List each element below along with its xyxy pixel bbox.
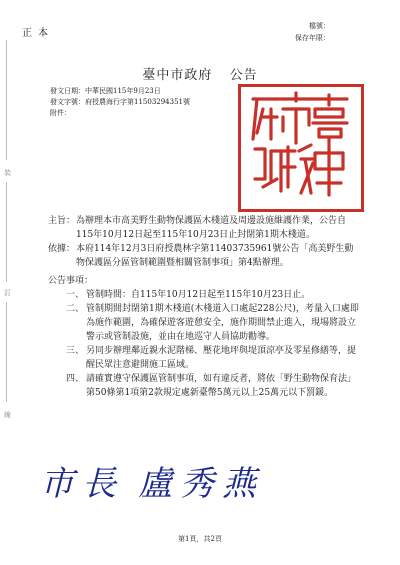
- mayor-signature: [40, 456, 370, 505]
- retention-label: 保存年限：: [295, 34, 330, 42]
- issue-number: 發文字號：府授農海行字第11503294351號: [50, 98, 190, 106]
- binding-line-bottom: [6, 302, 7, 402]
- official-seal-icon: [238, 84, 364, 212]
- subject-text: 為辦理本市高美野生動物保護區木棧道及周邊設施維護作業，公告自115年10月12日起至115年10月23日止封閉第1期木棧道。: [76, 216, 347, 240]
- signature-name: 盧秀燕: [138, 464, 264, 504]
- file-no-label: 檔號：: [309, 22, 330, 30]
- signature-title: 市長: [40, 464, 124, 504]
- org-name: 臺中市政府: [142, 68, 213, 83]
- binding-line-mid: [6, 182, 7, 282]
- items-title: 公告事項：: [48, 276, 94, 286]
- doc-type: 公告: [229, 68, 258, 83]
- binding-mark-middle: 訂: [4, 289, 11, 297]
- basis-label: 依據：: [48, 244, 76, 254]
- basis-paragraph: [48, 242, 360, 270]
- attachment: 附件：: [50, 109, 71, 117]
- list-item: 三、 另同步辦理鄰近親水泥階梯、壓花地坪與堤頂涼亭及零星修繕等，提醒民眾注意避開施工區域。: [65, 346, 357, 370]
- document-body: [48, 214, 360, 400]
- subject-paragraph: [48, 214, 360, 242]
- subject-label: 主旨：: [48, 216, 76, 226]
- list-item: 四、 請確實遵守保護區管制事項，如有違反者，將依「野生動物保育法」第50條第1項第2款規定處新臺幣5萬元以上25萬元以下罰鍰。: [65, 374, 357, 398]
- issue-date: 發文日期：中華民國115年9月23日: [50, 87, 161, 95]
- list-item: 一、 管制時間：自115年10月12日起至115年10月23日止。: [65, 290, 311, 300]
- page-title: [0, 64, 400, 83]
- list-item: 二、 管制期間封閉第1期木棧道(木棧道入口處起228公尺)，考量入口處即為施作範圍，為確保遊客遊憩安全，施作期間禁止進入，現場將設立警示或管制設施，並由在地巡守人員協助勸導。: [65, 304, 359, 342]
- binding-mark-bottom: 線: [4, 411, 11, 419]
- document-meta: [50, 86, 190, 119]
- binding-mark-top: 裝: [4, 169, 11, 177]
- copy-mark: 正本: [22, 28, 54, 39]
- basis-text: 本府114年12月3日府授農林字第11403735961號公告「高美野生動物保護區分區管制範圍暨相關管制事項」第4點辦理。: [76, 244, 354, 268]
- file-fields: [290, 20, 375, 44]
- page-number: 第1頁，共2頁: [178, 535, 222, 543]
- seal-glyphs-icon: [241, 87, 361, 209]
- binding-line-top: [6, 40, 7, 160]
